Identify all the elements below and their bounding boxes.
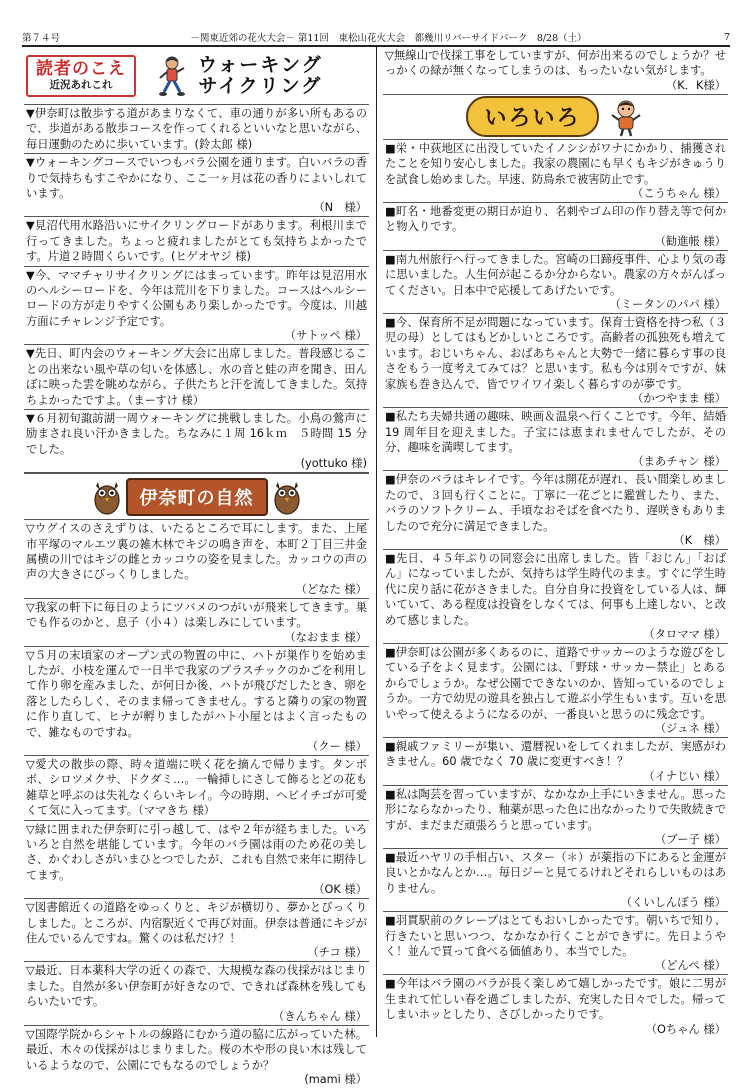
badge-title: 読者のこえ xyxy=(36,59,126,79)
child-character-icon xyxy=(607,97,645,137)
letter-entry xyxy=(383,139,728,203)
letter-entry xyxy=(383,849,728,912)
letter-text: ■伊奈のバラはキレイです。今年は開花が遅れ、長い間楽しめましたので、３回も行くことに。丁寧に一花ごとに鑑賞したり、また、バラのソフトクリーム、手頃なおそばを食べたり、遅咲きもありましたので充分に満足できました。 xyxy=(385,473,726,533)
letter-signature: （ミータンのパパ 様） xyxy=(609,298,726,312)
issue-number: 第７４号 xyxy=(22,33,61,44)
title-cycling: サイクリング xyxy=(198,75,323,97)
column-divider xyxy=(376,47,377,1037)
letter-signature: （OK 様） xyxy=(313,883,367,897)
letter-signature: （きんちゃん 様） xyxy=(273,1009,367,1023)
letter-text: ▼ウォーキングコースでいつもバラ公園を通ります。白いバラの香りで気持ちもすこやかになり、ここ一ヶ月は花の香りによいしれています。 xyxy=(26,156,367,201)
letter-entry xyxy=(383,644,728,738)
letter-signature: （くいしんぼう 様） xyxy=(620,896,726,910)
letter-signature: （ブー子 様） xyxy=(654,833,726,847)
letter-entry xyxy=(383,408,728,471)
letter-entry xyxy=(24,756,369,821)
walking-person-icon xyxy=(150,54,194,98)
letter-signature: （こうちゃん 様） xyxy=(632,187,726,201)
page-header xyxy=(22,30,730,44)
letter-text: ▼今、ママチャリサイクリングにはまっています。昨年は見沼用水のヘルシーロードを、今年は荒川を下りました。コースはヘルシーロードの方が走りやすく公園もあり楽しかったです。今度は、川越方面にチャレンジ予定です。 xyxy=(26,268,367,328)
letter-signature: （勧進帳 様） xyxy=(654,234,726,248)
letter-signature: （なおまま 様） xyxy=(284,630,367,644)
letter-text: ■栄・中荻地区に出没していたイノシシがワナにかかり、捕獲されたことを知り安心しました。我家の農園にも早くもキジがきゅうりを試食し始めました。早速、防鳥糸で被害防止です。 xyxy=(385,141,726,186)
newsletter-page xyxy=(22,0,730,1086)
nature-section-header xyxy=(24,473,369,519)
letter-entry xyxy=(24,154,369,217)
right-column xyxy=(383,47,728,1038)
letter-text: ▼６月初旬諏訪湖一周ウォーキングに挑戦しました。小鳥の鶯声に励まされ良い汗かきました。ちなみに１周 16ｋｍ ５時間 15 分でした。 xyxy=(26,411,367,456)
letter-signature: （かつやまま 様） xyxy=(632,392,726,406)
letter-signature: （チコ 様） xyxy=(307,946,367,960)
letter-signature: （どんぺ 様） xyxy=(654,959,726,973)
letter-entry xyxy=(383,471,728,550)
letter-entry xyxy=(383,912,728,975)
letter-entry xyxy=(383,251,728,314)
letter-text: ■今、保育所不足が問題になっています。保育士資格を持つ私（３児の母）としてはもどかしいところです。高齢者の孤独死も増えています。おじいちゃん、おばあちゃんと大勢で一緒に暮らす事の良さをもう一度考えてみては？と思います。私も今は別々ですが、妹家族も巻き込んで、皆でワイワイ楽しく暮らすのが夢です。 xyxy=(385,316,726,391)
letter-signature: （Oちゃん 様） xyxy=(645,1022,726,1036)
iroiro-section-header xyxy=(383,95,728,139)
letter-signature: (mami 様） xyxy=(304,1072,367,1086)
letter-text: ■先日、４５年ぶりの同窓会に出席しました。皆「おじん」「おばん」になっていましたが、気持ちは学生時代のまま。すぐに学生時代に戻り話に花がさきました。自分自身に投資をしている人は、輝いていて、ある程度は投資をしなくては、何事も上達しない、と改めて感じました。 xyxy=(385,551,726,627)
letter-text: ▼伊奈町は散歩する道があまりなくて、車の通りが多い所もあるので、歩道がある散歩コースを作ってくれるといいなと思いながら、毎日運動のために歩いています。(鈴太郎 様) xyxy=(26,107,367,151)
walking-section-header xyxy=(24,47,369,104)
letter-entry xyxy=(383,47,728,95)
letter-entry xyxy=(383,203,728,251)
letter-entry xyxy=(24,217,369,266)
walking-cycling-title xyxy=(198,55,323,97)
owl-icon xyxy=(272,478,302,516)
badge-subtitle: 近況あれこれ xyxy=(49,79,113,91)
nature-title: 伊奈町の自然 xyxy=(126,478,268,516)
letter-text: ▼見沼代用水路沿いにサイクリングロードがあります。利根川まで行ってきました。ちょっと疲れましたがとても気持ちよかったです。片道２時間くらいです。(ヒゲオヤジ 様) xyxy=(26,219,367,264)
page-number: 7 xyxy=(723,31,730,43)
letter-entry xyxy=(24,899,369,962)
letter-entry xyxy=(24,410,369,473)
letter-signature: （イナじい 様） xyxy=(643,769,726,783)
readers-voice-badge xyxy=(26,55,136,97)
letter-signature: （どなた 様） xyxy=(295,582,367,596)
letter-text: ▼先日、町内会のウォーキング大会に出席しました。普段感じることの出来ない風や草の匂いを体感し、水の音と蛙の声を聞き、田んぼに映った雲を眺めながら、子供たちと汗を流してきました。気持ちよかったですよ。（まーすけ 様） xyxy=(26,347,367,407)
letter-signature: （K 様） xyxy=(673,533,726,547)
letter-signature: （サトッペ 様） xyxy=(284,329,367,343)
letter-text: ■今年はバラ園のバラが長く楽しめて嬉しかったです。娘に二男が生まれて忙しい春を過ごしましたが、充実した日々でした。帰ってしまいホッとしたり、さびしかったりです。 xyxy=(385,977,726,1022)
letter-text: ▽図書館近くの道路をゆっくりと、キジが横切り、夢かとびっくりしました。ところが、内宿駅近くで再び対面。伊奈は普通にキジが住んでいるんですね。驚くのは私だけ？！ xyxy=(26,901,367,946)
letter-text: ■最近ハヤリの手相占い、スター（＊）が薬指の下にあると金運が良いとかなんとか…。毎日ジーと見てるけれどそれらしいものはありません。 xyxy=(385,851,726,895)
letter-entry xyxy=(24,599,369,647)
letter-text: ■私たち夫婦共通の趣味、映画＆温泉へ行くことです。今年、結婚 19 周年目を迎えました。子宝には恵まれませんでしたが、その分、趣味を満喫してます。 xyxy=(385,410,726,454)
letter-entry xyxy=(24,821,369,900)
letter-entry xyxy=(383,975,728,1037)
letter-entry xyxy=(24,267,369,346)
letter-entry xyxy=(24,104,369,154)
left-column xyxy=(24,47,369,1088)
owl-icon xyxy=(92,478,122,516)
letter-text: ■南九州旅行へ行ってきました。宮崎の口蹄疫事件、心より気の毒に思いました。人生何が起こるか分からない。農家の方々がんばってください。日本中で応援してあげたいです。 xyxy=(385,252,726,297)
letter-text: ■羽貫駅前のクレープはとてもおいしかったです。朝いちで知り、行きたいと思いつつ、なかなか行くことができずに。先日ようやく！並んで買って食べる価値あり、本当でした。 xyxy=(385,914,726,959)
letter-signature: （N 様） xyxy=(313,201,367,215)
letter-text: ▽無線山で伐採工事をしていますが、何が出来るのでしょうか？せっかくの緑が無くなってしまうのは、もったいない気がします。 xyxy=(385,49,726,78)
letter-text: ■親戚ファミリーが集い、還暦祝いをしてくれましたが、実感がわきません。60 歳でなく 70 歳に変更すべき！？ xyxy=(385,740,726,769)
letter-text: ▽愛犬の散歩の際、時々道端に咲く花を摘んで帰ります。タンポポ、シロツメクサ、ドクダミ…。一輪挿しにさして飾るとどの花も雑草と呼ぶのは失礼なくらいキレイ。今の時期、ヘビイチゴが可愛くて気に入ってます。（ママきち 様） xyxy=(26,758,367,818)
letter-entry xyxy=(24,647,369,756)
letter-entry xyxy=(383,786,728,849)
letter-entry xyxy=(24,1026,369,1088)
iroiro-title: いろいろ xyxy=(466,96,598,137)
letter-text: ▽ウグイスのさえずりは、いたるところで耳にします。また、上尾市平塚のマルエツ裏の雑木林でキジの鳴き声を、本町２丁目三井金属横の川ではキジの雌とカッコウの姿を見ました。カッコウの声の声の大きさにびっくりしました。 xyxy=(26,522,367,582)
letter-entry xyxy=(383,550,728,644)
letter-text: ▽５月の末頃家のオープン式の物置の中に、ハトが巣作りを始めましたが、小枝を運んで一日半で我家のプラスチックのかごを利用して作り卵を産みました、が何日か後、ハトが飛びだしたとき、卵を落としたらしく、そのまま帰ってきません。すると隣りの家の物置に作り直して、ヒナが孵りましたがハト小屋とはよく言ったもので、雑なものですね。 xyxy=(26,648,367,739)
letter-signature: （タロママ 様） xyxy=(643,627,726,641)
letter-text: ■伊奈町は公園が多くあるのに、道路でサッカーのような遊びをしている子をよく見ます。公園には、「野球・サッカー禁止」とあるからでしょうか。なぜ公園でできないのか、皆知っているのでしょうか。一方で幼児の遊具を独占して遊ぶ小学生もいます。互いを思いやって使えるようになるのが、一番良いと思うのに残念です。 xyxy=(385,645,726,721)
letter-signature: （K．K様） xyxy=(665,78,726,92)
letter-signature: （クー 様） xyxy=(306,740,367,753)
letter-signature: (yottuko 様) xyxy=(300,457,367,471)
letter-text: ▽緑に囲まれた伊奈町に引っ越して、はや２年が経ちました。いろいろと自然を堪能しています。今年のバラ園は雨のため花の美しさ、かぐわしさがいまひとつでしたが、これも自然で来年に期待してます。 xyxy=(26,822,367,882)
letter-entry xyxy=(24,519,369,599)
letter-text: ■町名・地番変更の期日が迫り、名刺やゴム印の作り替え等で何かと物入りです。 xyxy=(385,205,726,234)
title-walking: ウォーキング xyxy=(198,54,323,76)
letter-text: ▽最近、日本薬科大学の近くの森で、大規模な森の伐採がはじまりました。自然が多い伊奈町が好きなので、できれば森林を残してもらいたいです。 xyxy=(26,964,367,1009)
letter-text: ▽我家の軒下に毎日のようにツバメのつがいが飛来してきます。巣でも作るのかと、息子（小４）は楽しみにしています。 xyxy=(26,600,367,630)
header-info: －関東近郊の花火大会－ 第11回 東松山花火大会 都幾川リバーサイドパーク 8/28（土） xyxy=(190,33,587,44)
letter-text: ▽国際学院からシャトルの線路にむかう道の脇に広がっていた林。最近、木々の伐採がはじまりました。桜の木や形の良い木は残しているようなので、公園にでもなるのでしょうか？ xyxy=(26,1027,367,1072)
letter-signature: （まあチャン 様） xyxy=(632,455,726,469)
letter-entry xyxy=(383,314,728,408)
letter-text: ■私は陶芸を習っていますが、なかなか上手にいきません。思った形にならなかったり、釉薬が思った色に出なかったりで失敗続きですが、まだまだ頑張ろうと思っています。 xyxy=(385,787,726,832)
letter-entry xyxy=(383,738,728,786)
letter-entry xyxy=(24,345,369,410)
letter-signature: （ジュネ 様） xyxy=(654,722,726,735)
letter-entry xyxy=(24,962,369,1025)
